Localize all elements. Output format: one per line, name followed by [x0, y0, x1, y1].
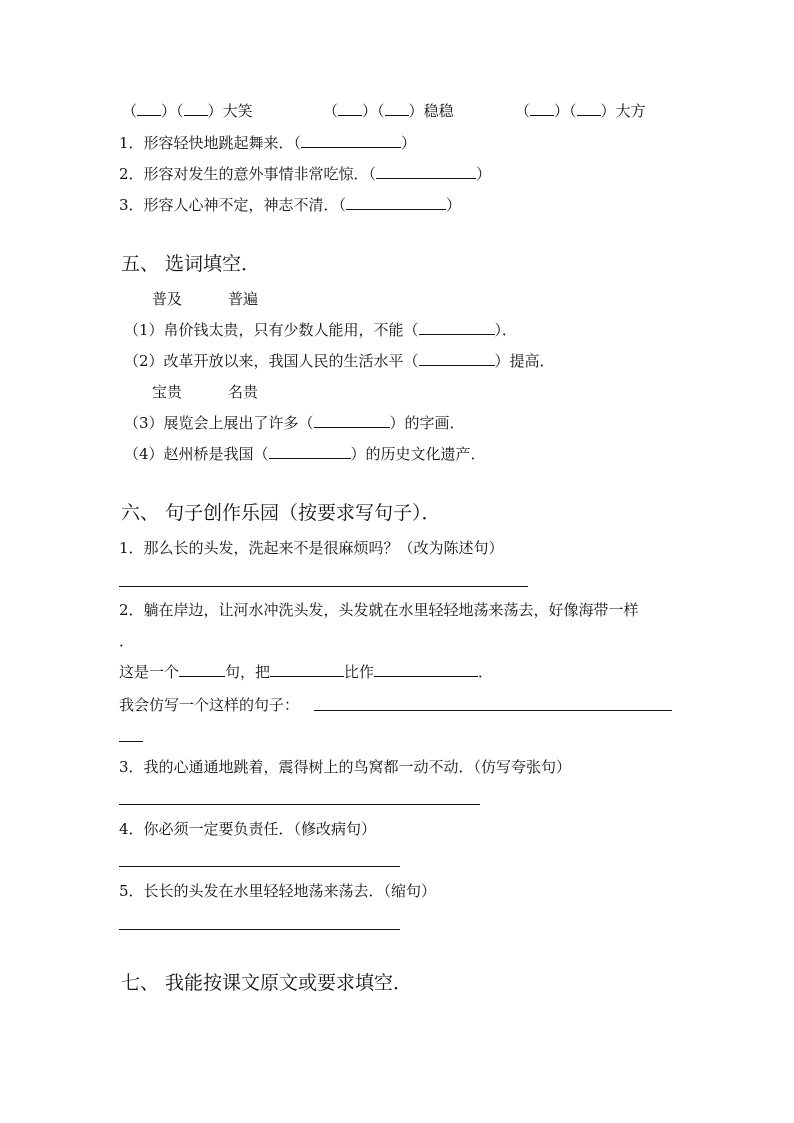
answer-line[interactable] [119, 804, 480, 805]
fill-question-1 [124, 320, 517, 340]
question-text: （4）赵州桥是我国（ [124, 445, 269, 463]
answer-blank[interactable] [346, 196, 446, 210]
paren-open: （ [569, 102, 577, 120]
idiom-suffix-2: 稳稳 [423, 102, 454, 120]
paren-open: （ [323, 102, 339, 120]
paren-close: ） [554, 102, 570, 120]
answer-blank[interactable] [137, 102, 161, 116]
idiom-question-1 [119, 133, 416, 153]
answer-blank[interactable] [269, 445, 351, 459]
question-text: ． [478, 663, 494, 681]
fill-question-3 [124, 413, 465, 433]
sentence-question-4: 4．你必须一定要负责任．（修改病句） [119, 820, 377, 838]
paren-open: （ [176, 102, 184, 120]
answer-line[interactable] [119, 586, 528, 587]
answer-blank[interactable] [530, 102, 554, 116]
sentence-question-2-cont: ． [119, 632, 135, 650]
answer-blank[interactable] [338, 102, 362, 116]
question-text: 句，把 [225, 663, 271, 681]
question-text: ）的字画． [389, 414, 465, 432]
word-choice: 宝贵 [152, 383, 183, 401]
question-text: 2．形容对发生的意外事情非常吃惊．（ [119, 165, 377, 183]
paren-close: ） [408, 102, 424, 120]
answer-blank[interactable] [419, 321, 495, 335]
simile-analysis-line [119, 662, 493, 682]
idiom-row-3 [515, 101, 646, 121]
paren-close: ） [362, 102, 378, 120]
answer-blank[interactable] [376, 165, 476, 179]
answer-blank[interactable] [577, 102, 601, 116]
idiom-question-2 [119, 164, 491, 184]
section-6-title: 六、 句子创作乐园（按要求写句子）． [121, 502, 441, 524]
sentence-question-2: 2．躺在岸边，让河水冲洗头发，头发就在水里轻轻地荡来荡去，好像海带一样 [119, 601, 639, 619]
question-text: ）． [494, 321, 518, 339]
fill-question-4 [124, 444, 486, 464]
idiom-row [122, 101, 253, 121]
answer-blank[interactable] [179, 663, 225, 677]
answer-blank[interactable] [270, 663, 344, 677]
answer-blank[interactable] [184, 102, 208, 116]
word-choice: 普遍 [228, 290, 259, 308]
paren-close: ） [476, 165, 492, 183]
question-text: ）的历史文化遗产． [350, 445, 486, 463]
paren-close: ） [161, 102, 177, 120]
answer-blank[interactable] [314, 414, 390, 428]
question-text: （2）改革开放以来，我国人民的生活水平（ [124, 352, 419, 370]
paren-open: （ [377, 102, 385, 120]
question-text: 3．形容人心神不定，神志不清．（ [119, 196, 347, 214]
question-text: 比作 [344, 663, 375, 681]
idiom-suffix-3: 大方 [615, 102, 646, 120]
word-choices-2 [152, 382, 258, 402]
paren-open: （ [515, 102, 531, 120]
word-choice: 名贵 [228, 383, 259, 401]
paren-open: （ [122, 102, 138, 120]
answer-blank[interactable] [419, 352, 495, 366]
section-7-title: 七、 我能按课文原文或要求填空． [121, 972, 413, 994]
fill-question-2 [124, 351, 555, 371]
paren-close: ） [207, 102, 223, 120]
answer-line[interactable] [119, 929, 400, 930]
question-text: ）提高． [494, 352, 555, 370]
answer-line[interactable] [119, 866, 400, 867]
section-5-title: 五、 选词填空． [121, 253, 261, 275]
sentence-question-3: 3．我的心通通地跳着，震得树上的鸟窝都一动不动．（仿写夸张句） [119, 758, 572, 776]
word-choice: 普及 [152, 290, 183, 308]
question-text: 这是一个 [119, 663, 180, 681]
idiom-question-3 [119, 195, 461, 215]
paren-close: ） [446, 196, 462, 214]
paren-close: ） [600, 102, 616, 120]
idiom-row-2 [323, 101, 454, 121]
answer-line[interactable] [314, 710, 672, 711]
sentence-question-1: 1．那么长的头发，洗起来不是很麻烦吗？（改为陈述句） [119, 539, 504, 557]
answer-blank[interactable] [374, 663, 478, 677]
question-text: （1）帛价钱太贵，只有少数人能用，不能（ [124, 321, 419, 339]
question-text: 1．形容轻快地跳起舞来．（ [119, 134, 302, 152]
question-text: （3）展览会上展出了许多（ [124, 414, 314, 432]
idiom-suffix-1: 大笑 [222, 102, 253, 120]
imitation-line [119, 695, 299, 715]
sentence-question-5: 5．长长的头发在水里轻轻地荡来荡去．（缩句） [119, 882, 437, 900]
paren-close: ） [401, 134, 417, 152]
question-text: 我会仿写一个这样的句子： [119, 696, 300, 714]
answer-line-cont[interactable] [119, 741, 143, 742]
answer-blank[interactable] [301, 134, 401, 148]
answer-blank[interactable] [385, 102, 409, 116]
word-choices-1 [152, 289, 258, 309]
